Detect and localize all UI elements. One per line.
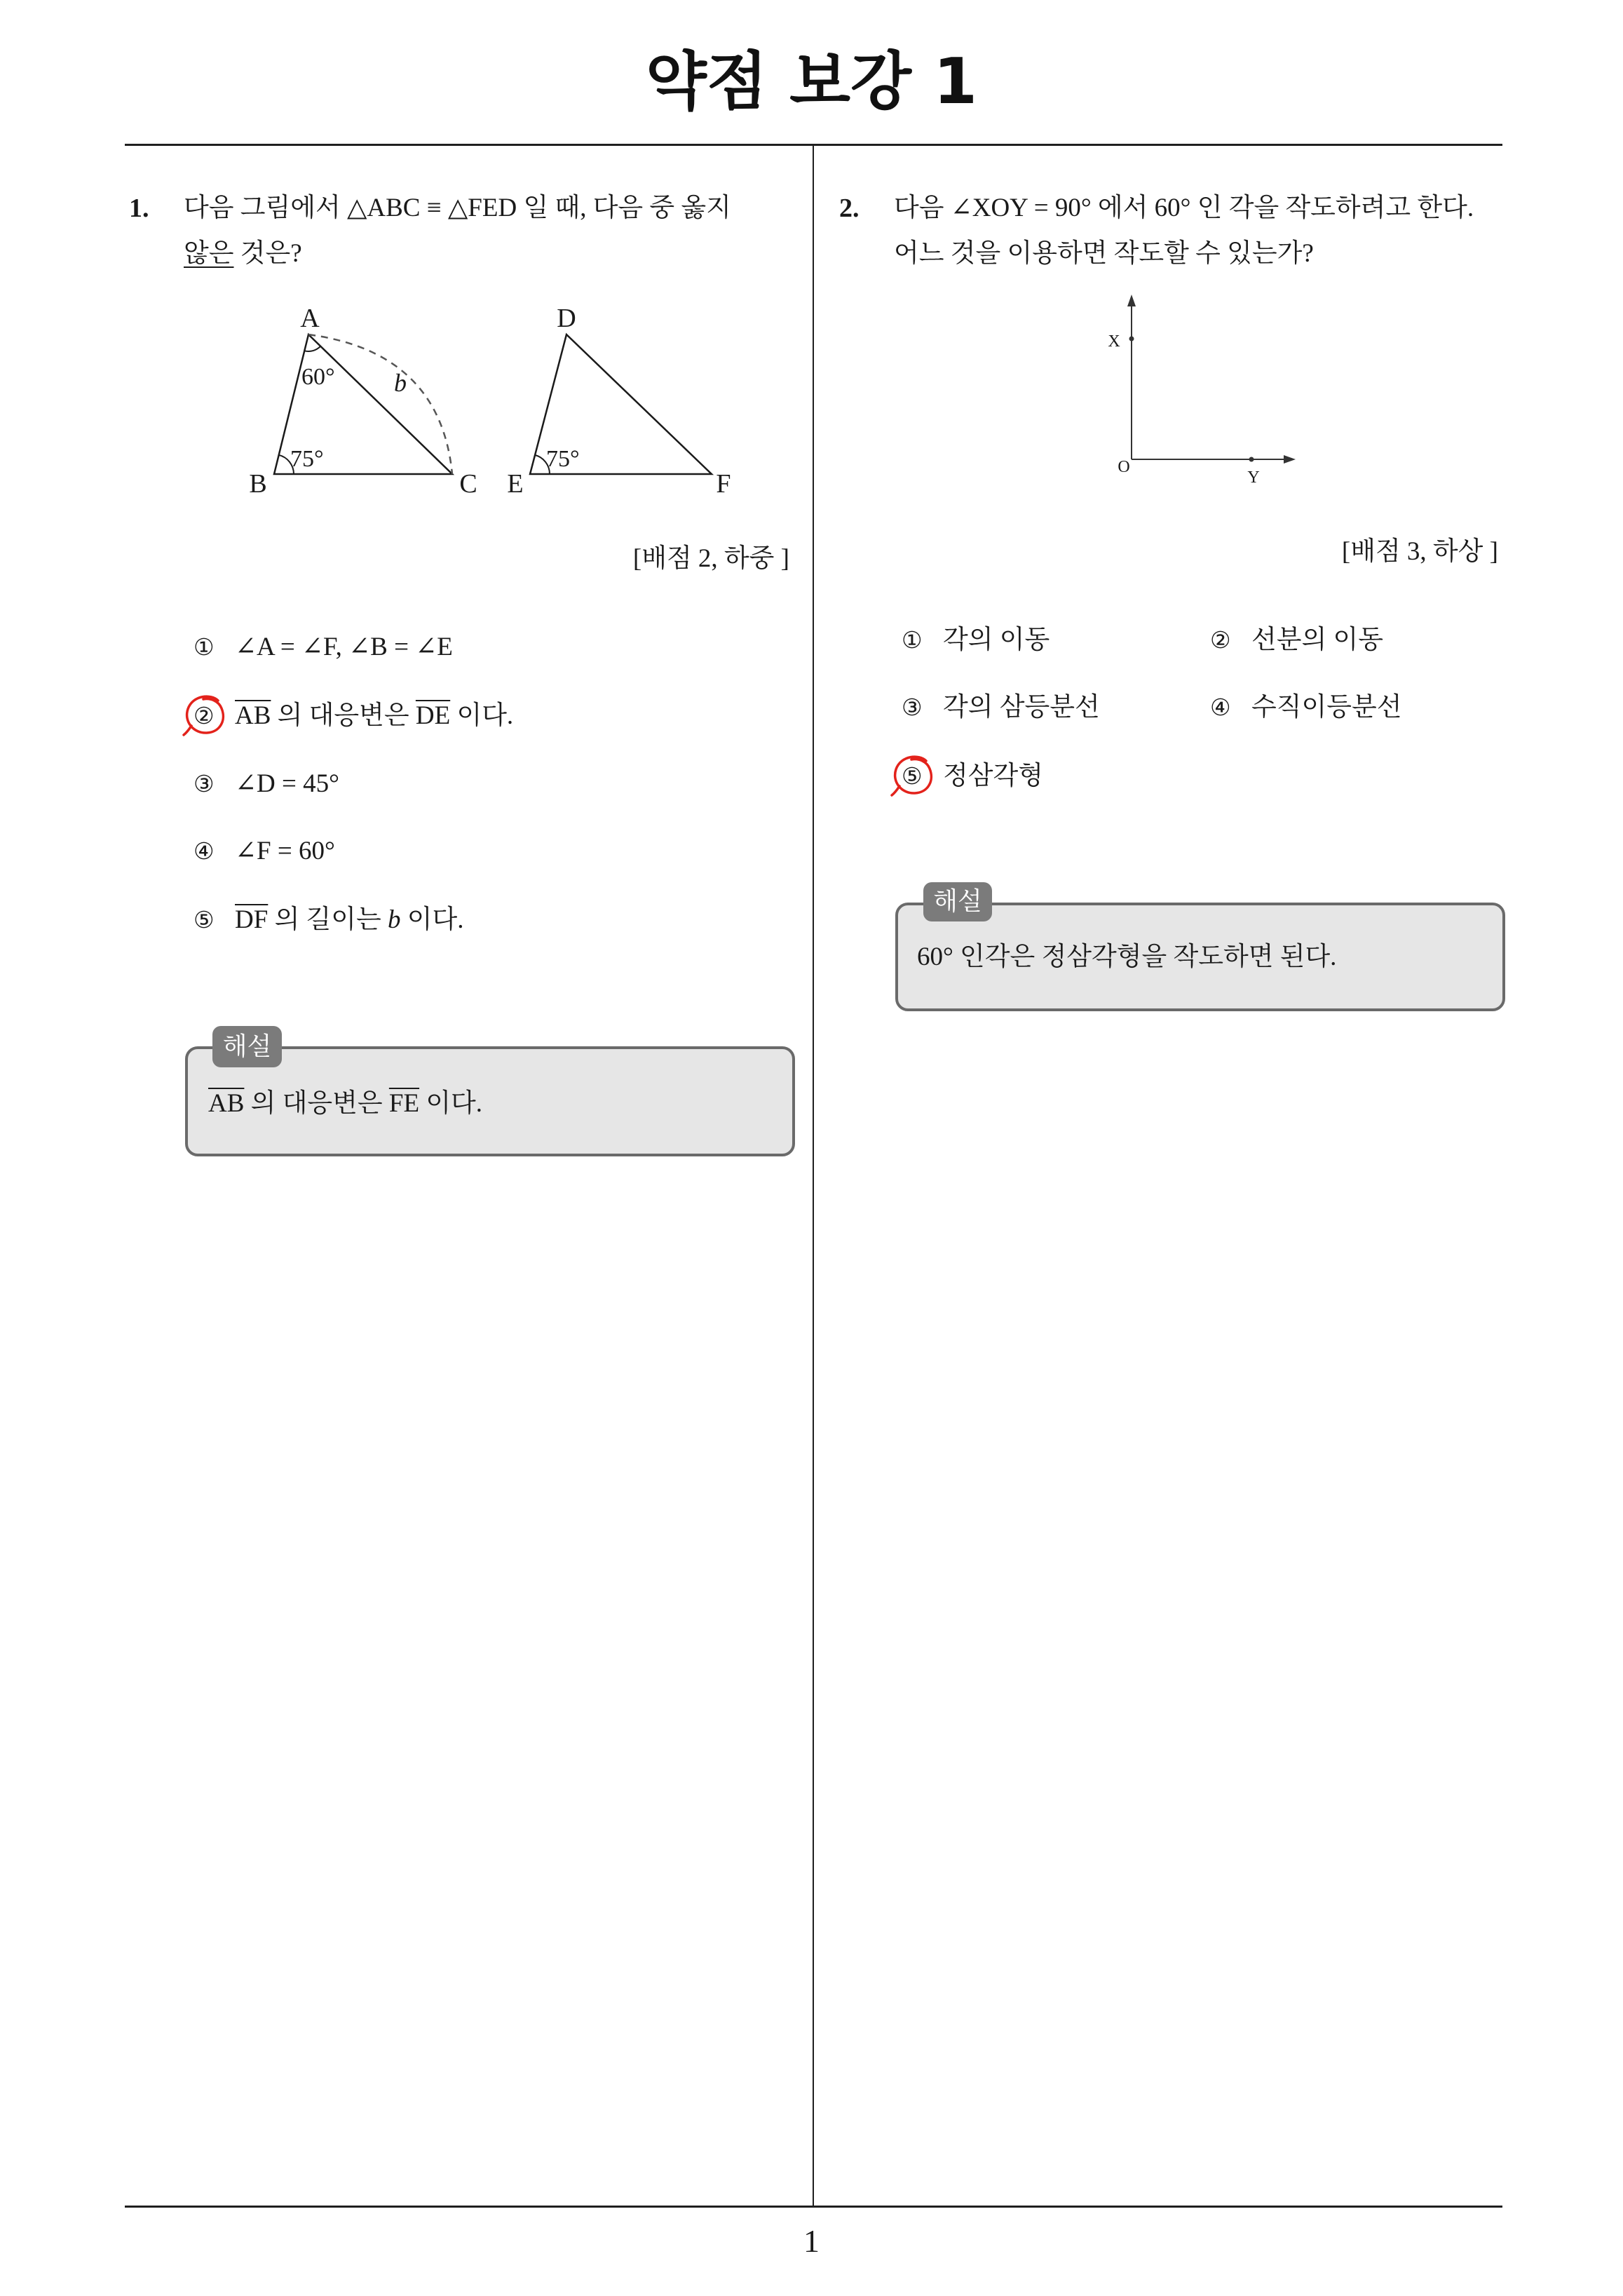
question-text-rest: 것은?: [233, 239, 302, 268]
segment-de: $\overline{DE}$: [415, 701, 451, 730]
choice-text: 수직이등분선: [1251, 693, 1402, 722]
choice-number: ②: [1210, 626, 1231, 654]
choice-number: ③: [902, 694, 923, 721]
label-x: X: [1108, 332, 1120, 351]
choice-3: [193, 767, 339, 802]
question-number: 2.: [839, 194, 860, 223]
question-text-line-1: 다음 그림에서 △ABC ≡ △FED 일 때, 다음 중 옳지: [184, 194, 731, 222]
choice-number: ①: [902, 626, 923, 654]
explanation-tab: 해설: [923, 882, 992, 921]
explanation-fragment: 이다.: [419, 1089, 483, 1118]
choice-text: 선분의 이동: [1251, 626, 1383, 654]
choice-text: ∠F = 60°: [235, 837, 335, 865]
column-divider: [813, 145, 814, 2207]
point-x: [1129, 337, 1134, 342]
vertex-label-a: A: [300, 304, 320, 333]
vertex-label-e: E: [507, 469, 524, 499]
congruent-triangles-figure: [238, 295, 743, 505]
choice-text: 이다.: [400, 905, 464, 934]
explanation-tab: 해설: [212, 1026, 282, 1067]
page-number: 1: [803, 2223, 820, 2259]
angle-label-a: 60°: [301, 364, 335, 390]
choice-text: 의 길이는: [268, 905, 388, 934]
choice-number: ⑤: [193, 906, 215, 933]
right-angle-xoy-figure: [1094, 281, 1318, 498]
choice-5: [902, 759, 1043, 794]
arrow-right-icon: [1284, 455, 1296, 464]
segment-fe: $\overline{FE}$: [388, 1089, 420, 1118]
choice-text: 의 대응변은: [271, 701, 416, 730]
vertex-label-c: C: [459, 469, 477, 499]
label-o: O: [1118, 458, 1130, 476]
explanation-fragment: 의 대응변은: [244, 1089, 389, 1118]
angle-label-e: 75°: [546, 446, 580, 472]
footer-rule: [125, 2206, 1502, 2208]
choice-number: ②: [193, 702, 215, 729]
segment-ab: $\overline{AB}$: [235, 701, 271, 730]
choice-2: [1210, 623, 1383, 658]
score-tag: [배점 3, 하상 ]: [1341, 537, 1498, 566]
vertex-label-d: D: [557, 304, 576, 333]
segment-df: $\overline{DF}$: [235, 905, 269, 934]
question-text-line-1: 다음 ∠XOY = 90° 에서 60° 인 각을 작도하려고 한다.: [894, 194, 1474, 222]
choice-text: 정삼각형: [943, 762, 1043, 790]
choice-number: ③: [193, 770, 215, 797]
choice-number: ①: [193, 633, 215, 661]
angle-arc-a: [304, 346, 320, 351]
choice-1: [902, 623, 1050, 658]
vertex-label-b: B: [249, 469, 267, 499]
choice-4: [1210, 690, 1401, 725]
score-tag: [배점 2, 하중 ]: [632, 544, 789, 573]
arrow-up-icon: [1127, 295, 1136, 306]
choice-text: ∠A = ∠F, ∠B = ∠E: [235, 633, 453, 661]
point-y: [1249, 457, 1254, 462]
explanation-text: 60° 인각은 정삼각형을 작도하면 된다.: [917, 943, 1337, 971]
page-title: 약점 보강 1: [645, 45, 978, 119]
choice-number: ⑤: [902, 762, 923, 790]
choice-5: [193, 903, 464, 938]
question-text-line-2: [184, 236, 302, 271]
choice-number: ④: [1210, 694, 1231, 721]
choice-text: ∠D = 45°: [235, 769, 339, 798]
side-label-b: b: [394, 369, 407, 397]
angle-label-b: 75°: [290, 446, 324, 472]
explanation-text: [208, 1086, 482, 1121]
question-number: 1.: [129, 194, 149, 223]
label-y: Y: [1247, 468, 1260, 487]
choice-text: 이다.: [450, 701, 514, 730]
underlined-word: 않은: [184, 239, 234, 268]
vertex-label-f: F: [716, 469, 731, 499]
choice-text: 각의 이동: [943, 626, 1050, 654]
choice-2: [193, 698, 513, 734]
choice-text: 각의 삼등분선: [943, 693, 1100, 722]
choice-number: ④: [193, 837, 215, 865]
variable-b: b: [388, 905, 401, 934]
choice-4: [193, 834, 335, 869]
segment-ab: $\overline{AB}$: [208, 1089, 245, 1118]
choice-1: [193, 630, 453, 665]
question-text-line-2: 어느 것을 이용하면 작도할 수 있는가?: [894, 239, 1314, 268]
choice-3: [902, 690, 1100, 725]
